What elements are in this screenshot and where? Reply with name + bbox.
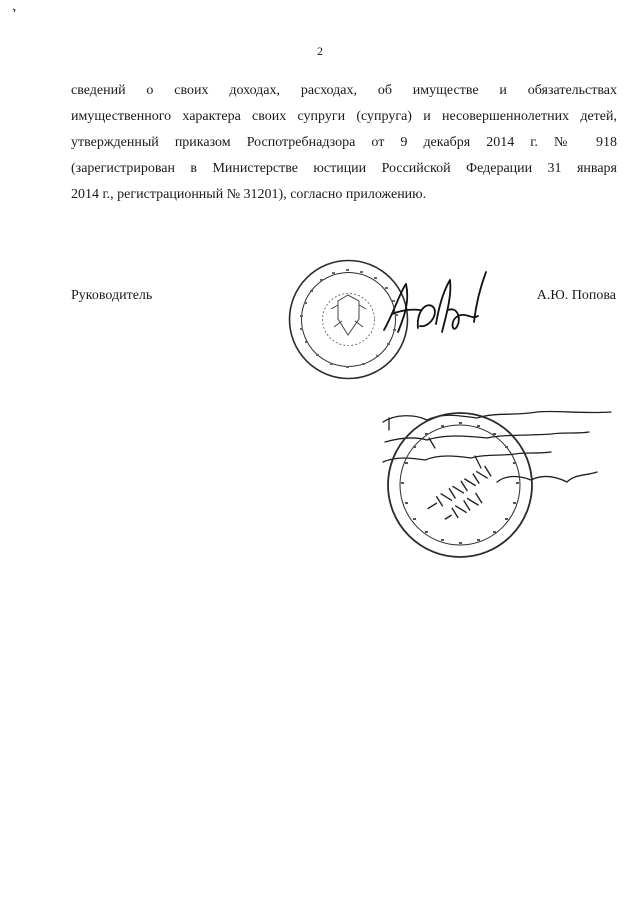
page-number: 2 [317,44,323,58]
department-seal-stamp [385,410,535,560]
body-line-4: (зарегистрирован в Министерстве юстиции Российской Федерации 31 января [71,161,617,176]
body-line-2: имущественного характера своих супруги (супруга) и несовершеннолетних детей, [71,109,617,124]
scan-speck [12,8,18,14]
signatory-role: Руководитель [71,288,153,303]
body-line-5: 2014 г., регистрационный № 31201), согласно приложению. [71,187,427,202]
signatory-name: А.Ю. Попова [536,288,616,303]
handwritten-signature [376,262,496,348]
body-line-1: сведений о своих доходах, расходах, об имуществе и обязательствах [71,83,617,98]
body-line-3: утвержденный приказом Роспотребнадзора от 9 декабря 2014 г. № 918 [71,135,617,150]
